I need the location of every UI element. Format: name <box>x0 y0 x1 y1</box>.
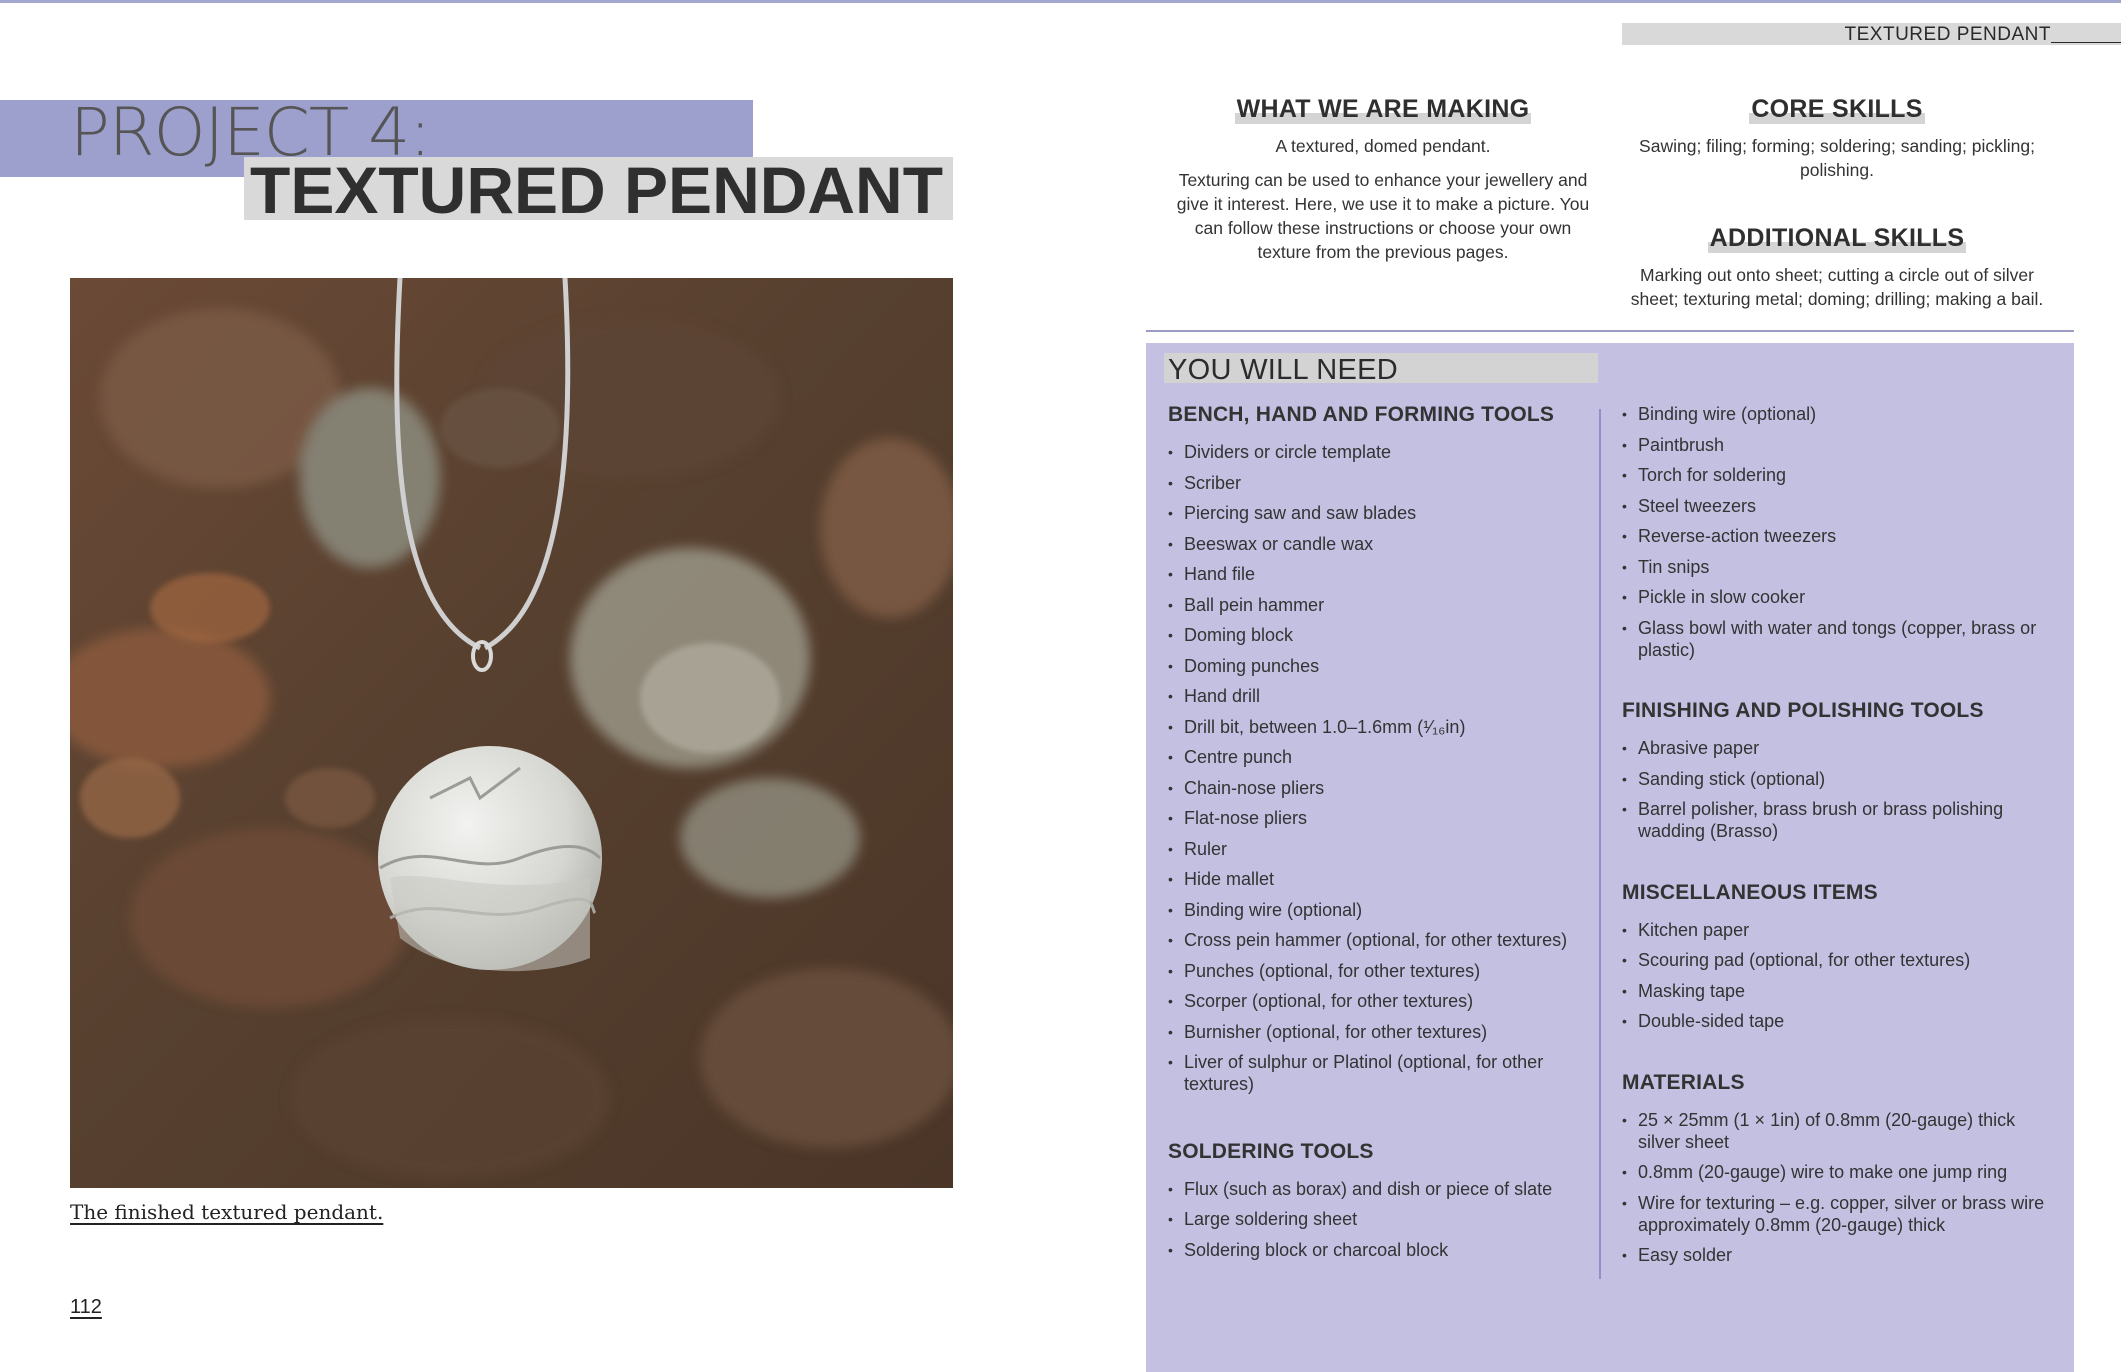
list-item: • Drill bit, between 1.0–1.6mm (¹⁄₁₆in) <box>1168 716 1588 738</box>
photo-caption: The finished textured pendant. <box>70 1200 384 1224</box>
list-item: • Scriber <box>1168 472 1588 494</box>
what-we-are-making-heading: WHAT WE ARE MAKING <box>1236 95 1530 123</box>
list-item: • Flux (such as borax) and dish or piece of slate <box>1168 1178 1588 1200</box>
project-number: PROJECT 4: <box>70 94 431 171</box>
materials-heading: MATERIALS <box>1622 1070 1745 1094</box>
you-will-need-heading: YOU WILL NEED <box>1168 354 1399 386</box>
additional-skills-body: Marking out onto sheet; cutting a circle out of silver sheet; texturing metal; doming; drilling; making a bail. <box>1630 265 2044 309</box>
list-item: • Torch for soldering <box>1622 464 2052 486</box>
list-item: • Flat-nose pliers <box>1168 807 1588 829</box>
list-item: • Dividers or circle template <box>1168 441 1588 463</box>
list-item: • 0.8mm (20-gauge) wire to make one jump ring <box>1622 1161 2052 1183</box>
project-title: TEXTURED PENDANT <box>250 153 944 227</box>
list-item: • Easy solder <box>1622 1244 2052 1266</box>
misc-items-heading: MISCELLANEOUS ITEMS <box>1622 880 1878 904</box>
finishing-tools-heading: FINISHING AND POLISHING TOOLS <box>1622 699 1984 722</box>
running-head-text: TEXTURED PENDANT <box>1844 24 2051 45</box>
list-item: • Doming block <box>1168 624 1588 646</box>
list-item: • 25 × 25mm (1 × 1in) of 0.8mm (20-gauge) thick silver sheet <box>1622 1109 2052 1153</box>
list-item: • Cross pein hammer (optional, for other textures) <box>1168 929 1588 951</box>
list-item: • Beeswax or candle wax <box>1168 533 1588 555</box>
soldering-tools-list <box>1168 1178 1588 1261</box>
list-item: • Glass bowl with water and tongs (copper, brass or plastic) <box>1622 617 2052 661</box>
page-number: 112 <box>70 1296 102 1318</box>
list-item: • Hide mallet <box>1168 868 1588 890</box>
materials-list <box>1622 1109 2052 1267</box>
list-item: • Hand file <box>1168 563 1588 585</box>
list-item: • Ball pein hammer <box>1168 594 1588 616</box>
soldering-tools-cont-list <box>1622 403 2052 661</box>
need-column-right <box>1622 403 2052 1275</box>
list-item: • Paintbrush <box>1622 434 2052 456</box>
list-item: • Liver of sulphur or Platinol (optional, for other textures) <box>1168 1051 1588 1095</box>
soldering-tools-heading: SOLDERING TOOLS <box>1168 1139 1374 1163</box>
what-we-are-making <box>1166 95 1600 264</box>
you-will-need-panel <box>1146 343 2074 1372</box>
pendant-photo <box>70 278 953 1188</box>
list-item: • Wire for texturing – e.g. copper, silver or brass wire approximately 0.8mm (20-gauge) thick <box>1622 1192 2052 1236</box>
list-item: • Large soldering sheet <box>1168 1208 1588 1230</box>
section-divider <box>1146 330 2074 332</box>
list-item: • Scorper (optional, for other textures) <box>1168 990 1588 1012</box>
bench-tools-list <box>1168 441 1588 1095</box>
what-we-are-making-body: Texturing can be used to enhance your jewellery and give it interest. Here, we use it to make a picture. You can follow these instructions or choose your own texture from the previous pages. <box>1176 170 1590 262</box>
list-item: • Hand drill <box>1168 685 1588 707</box>
list-item: • Burnisher (optional, for other textures) <box>1168 1021 1588 1043</box>
list-item: • Abrasive paper <box>1622 737 2052 759</box>
list-item: • Steel tweezers <box>1622 495 2052 517</box>
list-item: • Reverse-action tweezers <box>1622 525 2052 547</box>
list-item: • Chain-nose pliers <box>1168 777 1588 799</box>
finishing-tools-list <box>1622 737 2052 842</box>
list-item: • Centre punch <box>1168 746 1588 768</box>
list-item: • Piercing saw and saw blades <box>1168 502 1588 524</box>
list-item: • Soldering block or charcoal block <box>1168 1239 1588 1261</box>
list-item: • Sanding stick (optional) <box>1622 768 2052 790</box>
list-item: • Barrel polisher, brass brush or brass polishing wadding (Brasso) <box>1622 798 2052 842</box>
core-skills-heading: CORE SKILLS <box>1751 95 1923 123</box>
misc-items-list <box>1622 919 2052 1033</box>
list-item: • Scouring pad (optional, for other textures) <box>1622 949 2052 971</box>
additional-skills-heading: ADDITIONAL SKILLS <box>1709 224 1965 252</box>
what-we-are-making-summary: A textured, domed pendant. <box>1275 136 1491 156</box>
core-skills <box>1622 95 2052 182</box>
need-column-left <box>1168 403 1588 1269</box>
list-item: • Pickle in slow cooker <box>1622 586 2052 608</box>
list-item: • Tin snips <box>1622 556 2052 578</box>
list-item: • Binding wire (optional) <box>1168 899 1588 921</box>
top-rule <box>0 0 2121 3</box>
list-item: • Punches (optional, for other textures) <box>1168 960 1588 982</box>
column-divider <box>1599 409 1601 1279</box>
running-head-rule <box>2051 42 2121 43</box>
additional-skills <box>1622 224 2052 311</box>
list-item: • Binding wire (optional) <box>1622 403 2052 425</box>
bench-tools-heading: BENCH, HAND AND FORMING TOOLS <box>1168 403 1555 426</box>
list-item: • Double-sided tape <box>1622 1010 2052 1032</box>
list-item: • Ruler <box>1168 838 1588 860</box>
list-item: • Masking tape <box>1622 980 2052 1002</box>
list-item: • Kitchen paper <box>1622 919 2052 941</box>
running-head <box>1622 23 2121 45</box>
core-skills-body: Sawing; filing; forming; soldering; sanding; pickling; polishing. <box>1639 136 2035 180</box>
list-item: • Doming punches <box>1168 655 1588 677</box>
